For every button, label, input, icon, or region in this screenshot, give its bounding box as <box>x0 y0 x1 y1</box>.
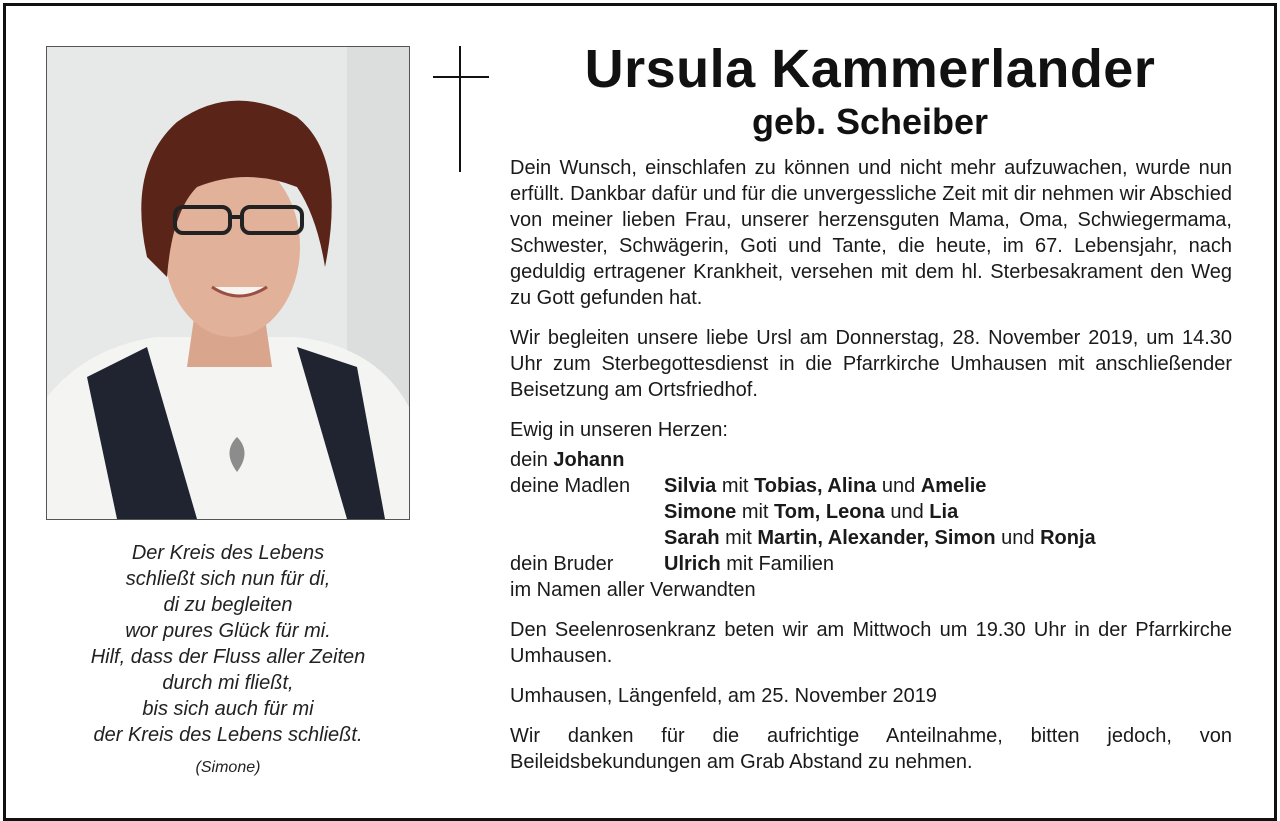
notice-text <box>510 155 1232 775</box>
poem-line: schließt sich nun für di, <box>125 568 331 590</box>
place-date: Umhausen, Längenfeld, am 25. November 2019 <box>510 685 937 707</box>
brother-label: dein Bruder <box>510 553 614 575</box>
poem-line: Der Kreis des Lebens <box>131 542 325 564</box>
poem-line: durch mi fließt, <box>162 672 294 694</box>
spacer <box>510 499 664 525</box>
grandchild: Amelie <box>920 475 987 497</box>
grandchildren: Tobias, Alina <box>754 475 877 497</box>
daughter-name: Simone <box>664 501 737 523</box>
maiden-name: geb. Scheiber <box>751 101 989 142</box>
husband-name: Johann <box>553 449 625 471</box>
grandchild: Ronja <box>1040 527 1096 549</box>
connector: mit <box>721 475 749 497</box>
husband-label: dein <box>510 449 548 471</box>
brother-suffix: mit Familien <box>726 553 835 575</box>
grandchildren: Tom, Leona <box>774 501 885 523</box>
daughter-name: Sarah <box>664 527 720 549</box>
cross-icon-bar <box>433 76 489 78</box>
poem-line: Hilf, dass der Fluss aller Zeiten <box>90 646 366 668</box>
spacer <box>510 525 664 551</box>
connector: und <box>1001 527 1035 549</box>
poem-line: bis sich auch für mi <box>142 698 314 720</box>
family-row-husband <box>510 447 1232 473</box>
thanks-paragraph: Wir danken für die aufrichtige Anteilnahme, bitten jedoch, von Beileidsbekundungen am Grab Abstand zu nehmen. <box>510 725 1232 773</box>
family-row-daughter <box>510 499 1232 525</box>
daughters-label: deine Madlen <box>510 475 631 497</box>
connector: und <box>890 501 924 523</box>
brother-name: Ulrich <box>664 553 721 575</box>
poem <box>46 540 410 778</box>
connector: und <box>881 475 916 497</box>
funeral-paragraph: Wir begleiten unsere liebe Ursl am Donnerstag, 28. November 2019, um 14.30 Uhr zum Sterbegottesdienst in die Pfarrkirche Umhausen mit anschließender Beisetzung am Ortsfriedhof. <box>510 327 1232 401</box>
poem-line: der Kreis des Lebens schließt. <box>93 724 363 746</box>
deceased-name: Ursula Kammerlander <box>584 39 1156 99</box>
family-row-daughter <box>510 473 1232 499</box>
family-intro: Ewig in unseren Herzen: <box>510 419 728 441</box>
connector: mit <box>741 501 769 523</box>
portrait-photo <box>46 46 410 520</box>
poem-author: (Simone) <box>195 759 261 776</box>
family-list <box>510 447 1232 603</box>
family-row-daughter <box>510 525 1232 551</box>
family-row-relatives <box>510 577 1232 603</box>
portrait-illustration <box>47 47 409 519</box>
connector: mit <box>725 527 752 549</box>
grandchildren: Martin, Alexander, Simon <box>757 527 996 549</box>
farewell-paragraph: Dein Wunsch, einschlafen zu können und nicht mehr aufzuwachen, wurde nun erfüllt. Dankbar dafür und für die unvergessliche Zeit mit dir nehmen wir Abschied von meiner lieben Frau, unserer herzensguten Mama, Oma, Schwiegermama, Schwester, Schwägerin, Goti und Tante, die heute, im 67. Lebensjahr, nach geduldig ertragener Krankheit, versehen mit dem hl. Sterbesakrament den Weg zu Gott gefunden hat. <box>510 157 1232 309</box>
poem-line: di zu begleiten <box>163 594 293 616</box>
family-row-brother <box>510 551 1232 577</box>
cross-icon <box>459 46 461 172</box>
relatives-text: im Namen aller Verwandten <box>510 579 756 601</box>
rosary-paragraph: Den Seelenrosenkranz beten wir am Mittwoch um 19.30 Uhr in der Pfarrkirche Umhausen. <box>510 619 1232 667</box>
grandchild: Lia <box>929 501 959 523</box>
poem-line: wor pures Glück für mi. <box>125 620 331 642</box>
daughter-name: Silvia <box>664 475 717 497</box>
